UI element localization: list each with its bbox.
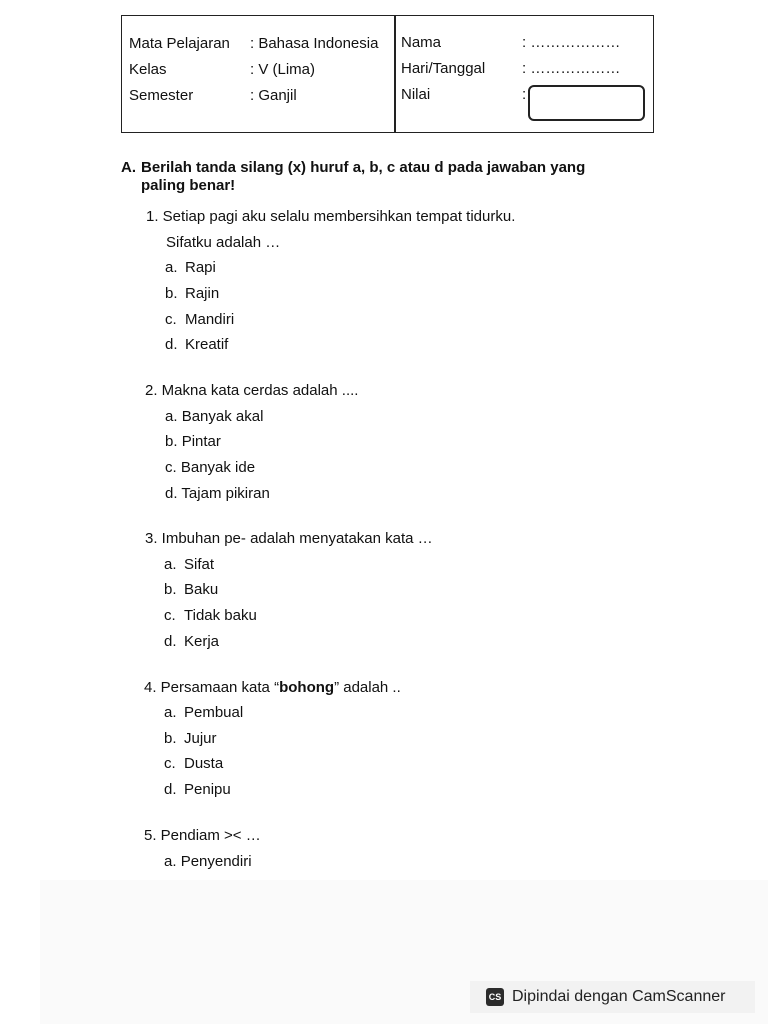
option-item[interactable] <box>164 755 223 772</box>
option-letter: a. <box>164 556 177 573</box>
option-item[interactable] <box>165 485 270 502</box>
option-text: Banyak akal <box>181 408 264 425</box>
camscanner-text: Dipindai dengan CamScanner <box>512 988 726 1005</box>
semester-label: Semester <box>129 87 194 104</box>
question-2: 2. Makna kata cerdas adalah .... <box>145 382 359 399</box>
header-box <box>121 15 654 133</box>
section-heading <box>121 159 641 195</box>
option-item[interactable] <box>165 311 234 328</box>
question-1-line2: Sifatku adalah … <box>166 234 281 251</box>
option-text: Tidak baku <box>184 607 257 624</box>
option-text: Baku <box>184 581 219 598</box>
date-field[interactable]: : ……………… <box>522 60 621 77</box>
option-text: Jujur <box>184 730 217 747</box>
option-item[interactable] <box>165 336 228 353</box>
class-value: : V (Lima) <box>250 61 316 78</box>
option-letter: a. <box>165 259 178 276</box>
option-item[interactable] <box>165 408 263 425</box>
option-letter: a. <box>164 853 177 870</box>
option-item[interactable] <box>164 781 231 798</box>
section-letter: A. <box>121 159 136 176</box>
option-item[interactable] <box>165 259 216 276</box>
subject-label: Mata Pelajaran <box>129 35 230 52</box>
camscanner-watermark <box>470 981 755 1013</box>
option-letter: c. <box>165 311 177 328</box>
option-item[interactable] <box>164 704 243 721</box>
option-letter: b. <box>165 433 178 450</box>
section-instruction-line2: paling benar! <box>141 177 236 194</box>
class-label: Kelas <box>129 61 167 78</box>
option-letter: a. <box>164 704 177 721</box>
question-4-bold-word: bohong <box>279 679 335 696</box>
option-item[interactable] <box>164 853 252 870</box>
date-label: Hari/Tanggal <box>401 60 486 77</box>
option-letter: a. <box>165 408 178 425</box>
option-text: Kerja <box>184 633 220 650</box>
question-1: 1. Setiap pagi aku selalu membersihkan tempat tidurku. <box>146 208 516 225</box>
section-instruction-line1: Berilah tanda silang (x) huruf a, b, c atau d pada jawaban yang <box>141 159 586 176</box>
score-box[interactable] <box>528 85 645 121</box>
option-item[interactable] <box>165 433 221 450</box>
question-4-prefix: 4. Persamaan kata “ <box>144 679 280 696</box>
option-letter: d. <box>165 485 178 502</box>
name-field[interactable]: : ……………… <box>522 34 621 51</box>
question-4 <box>144 679 401 696</box>
camscanner-logo-icon: CS <box>486 988 504 1006</box>
question-4-suffix: ” adalah .. <box>334 679 401 696</box>
option-text: Tajam pikiran <box>181 485 270 502</box>
option-text: Sifat <box>184 556 215 573</box>
option-text: Kreatif <box>185 336 229 353</box>
semester-value: : Ganjil <box>250 87 297 104</box>
option-text: Rapi <box>185 259 216 276</box>
name-label: Nama <box>401 34 442 51</box>
option-letter: b. <box>164 581 177 598</box>
header-divider <box>394 16 396 132</box>
option-letter: c. <box>164 755 176 772</box>
option-item[interactable] <box>164 730 217 747</box>
option-text: Penyendiri <box>180 853 252 870</box>
option-item[interactable] <box>164 556 214 573</box>
option-text: Penipu <box>184 781 231 798</box>
option-letter: d. <box>164 781 177 798</box>
option-item[interactable] <box>164 607 257 624</box>
option-text: Banyak ide <box>180 459 256 476</box>
option-text: Rajin <box>185 285 220 302</box>
option-text: Pembual <box>184 704 244 721</box>
subject-value: : Bahasa Indonesia <box>250 35 379 52</box>
option-letter: d. <box>164 633 177 650</box>
option-text: Mandiri <box>185 311 235 328</box>
question-5: 5. Pendiam >< … <box>144 827 261 844</box>
score-label: Nilai <box>401 86 431 103</box>
option-text: Dusta <box>184 755 224 772</box>
option-item[interactable] <box>164 633 219 650</box>
option-letter: c. <box>165 459 177 476</box>
option-letter: c. <box>164 607 176 624</box>
option-item[interactable] <box>165 459 255 476</box>
option-letter: b. <box>164 730 177 747</box>
option-letter: d. <box>165 336 178 353</box>
question-3: 3. Imbuhan pe- adalah menyatakan kata … <box>145 530 433 547</box>
option-item[interactable] <box>165 285 219 302</box>
option-text: Pintar <box>181 433 221 450</box>
option-item[interactable] <box>164 581 218 598</box>
option-letter: b. <box>165 285 178 302</box>
score-colon: : <box>522 86 527 103</box>
